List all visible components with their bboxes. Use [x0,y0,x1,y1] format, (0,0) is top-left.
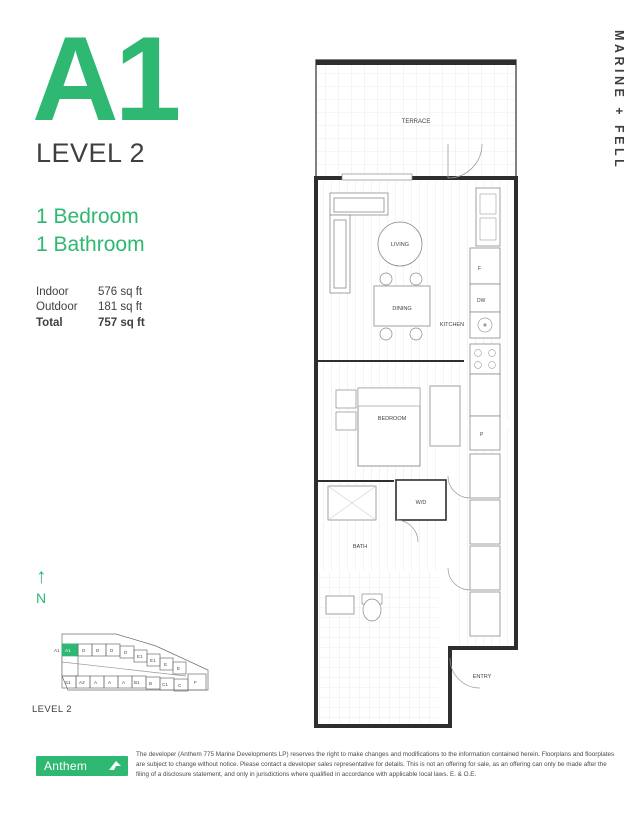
appliance-label-fridge: F [478,266,482,272]
svg-text:E: E [177,666,181,671]
bedroom-count: 1 Bedroom [36,205,139,229]
page-footer [0,750,640,808]
svg-text:B: B [149,681,153,686]
room-label-terrace: TERRACE [401,119,431,125]
keyplan [32,630,222,715]
svg-text:E1: E1 [150,658,156,663]
room-label-entry: ENTRY [472,674,492,680]
svg-text:A: A [108,680,112,685]
area-value-outdoor: 181 sq ft [98,301,143,314]
north-label: N [36,590,47,606]
svg-text:A: A [94,680,98,685]
svg-text:D: D [82,648,86,653]
plan-code: A1 [32,12,178,146]
anthem-logo-mark-icon [109,761,121,771]
room-label-bedroom: BEDROOM [377,416,407,422]
area-value-indoor: 576 sq ft [98,286,143,299]
area-row-indoor [36,285,145,300]
keyplan-unit-highlight: A1 [65,648,71,653]
room-label-laundry: W/D [415,500,427,506]
bathroom-count: 1 Bathroom [36,233,145,257]
svg-text:B1: B1 [134,680,140,685]
compass-north [36,566,47,606]
project-name-vertical: MARINE + FELL [612,30,626,171]
room-label-dining: DINING [392,306,412,312]
area-row-outdoor [36,300,145,315]
area-value-total: 757 sq ft [98,316,145,329]
svg-text:C1: C1 [162,682,168,687]
anthem-logo-text: Anthem [44,759,88,773]
svg-text:F: F [194,680,197,685]
room-label-living: LIVING [390,242,410,248]
legal-disclaimer: The developer (Anthem 775 Marine Developments LP) reserves the right to make changes and modifications to the information contained herein. Floorplans and floorplates are subject to change without notice. Please contact a developer sales representative for details. This is not an offering for sale, as an offering can only be made after the filing of a disclosure statement, and only in jurisdictions where qualified in accordance with applicable local laws. E. & O.E. [136,751,615,779]
floorplan-svg [300,48,575,738]
area-label-total: Total [36,316,63,329]
svg-text:A1: A1 [54,648,60,653]
area-label-indoor: Indoor [36,286,69,299]
area-row-total [36,315,145,331]
room-label-bath: BATH [352,544,368,550]
terrace-sliding-door [342,174,412,180]
svg-text:A2: A2 [79,680,85,685]
north-arrow-icon: ↑ [36,565,47,588]
anthem-logo [36,756,128,776]
svg-text:S1: S1 [65,680,71,685]
laundry-area [396,480,446,520]
room-counts [36,203,282,258]
svg-text:D: D [96,648,100,653]
svg-text:A: A [122,680,126,685]
keyplan-diagram [32,630,222,696]
plan-info-column [32,12,282,330]
svg-text:E1: E1 [137,654,143,659]
area-label-outdoor: Outdoor [36,301,78,314]
keyplan-level-label: LEVEL 2 [32,704,72,715]
svg-text:C: C [178,683,182,688]
area-table [36,285,282,331]
plan-level: LEVEL 2 [36,138,146,169]
svg-text:D: D [124,650,128,655]
appliance-label-pantry: P [480,432,484,438]
room-label-kitchen: KITCHEN [439,322,465,328]
terrace-area [316,60,516,178]
svg-text:E: E [164,662,168,667]
floorplan-drawing [300,48,575,738]
appliance-label-dishwasher: DW [477,298,486,304]
svg-text:D: D [110,648,114,653]
